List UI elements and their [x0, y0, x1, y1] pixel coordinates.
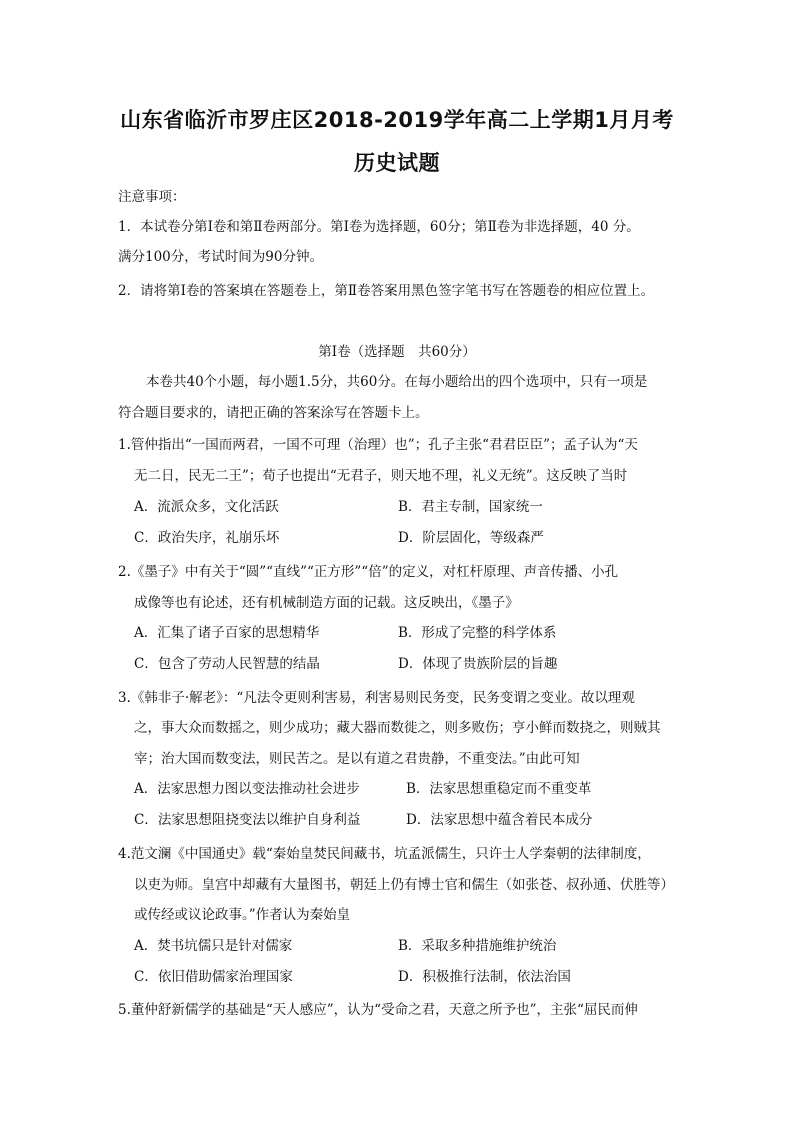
- question-4-option-d[interactable]: D．积极推行法制，依法治国: [398, 969, 571, 985]
- exam-subtitle: 历史试题: [354, 151, 440, 175]
- question-3-line-3: 宰；治大国而数变法，则民苦之。是以有道之君贵静，不重变法。”由此可知: [134, 751, 580, 767]
- question-1-option-b[interactable]: B．君主专制，国家统一: [398, 499, 543, 515]
- question-1-option-a[interactable]: A．流派众多，文化活跃: [134, 499, 279, 515]
- question-2-line-2: 成像等也有论述，还有机械制造方面的记载。这反映出，《墨子》: [134, 595, 519, 611]
- question-1-line-1: 1.管仲指出“一国而两君，一国不可理（治理）也”；孔子主张“君君臣臣”；孟子认为“天: [118, 437, 638, 453]
- question-3-line-1: 3.《韩非子·解老》：“凡法令更则利害易，利害易则民务变，民务变谓之变业。故以理观: [118, 690, 635, 706]
- notes-item-1-line-1: 1．本试卷分第Ⅰ卷和第Ⅱ卷两部分。第Ⅰ卷为选择题，60分；第Ⅱ卷为非选择题，40 分。: [118, 219, 640, 235]
- question-2-line-1: 2.《墨子》中有关于“圆”“直线”“正方形”“倍”的定义，对杠杆原理、声音传播、小孔: [118, 564, 619, 580]
- question-5-line-1: 5.董仲舒新儒学的基础是“天人感应”，认为“受命之君，天意之所予也”，主张“屈民而伸: [118, 1002, 638, 1018]
- section-intro-line-1: 本卷共40个小题，每小题1.5分，共60分。在每小题给出的四个选项中，只有一项是: [146, 374, 648, 390]
- notes-heading: 注意事项：: [118, 189, 186, 205]
- question-2-option-c[interactable]: C．包含了劳动人民智慧的结晶: [134, 656, 320, 672]
- notes-item-2: 2．请将第Ⅰ卷的答案填在答题卷上，第Ⅱ卷答案用黑色签字笔书写在答题卷的相应位置上。: [118, 283, 655, 299]
- question-4-line-1: 4.范文澜《中国通史》载“秦始皇焚民间藏书，坑孟派儒生，只许士人学秦朝的法律制度，: [118, 846, 651, 862]
- question-1-option-c[interactable]: C．政治失序，礼崩乐坏: [134, 530, 280, 546]
- question-2-option-d[interactable]: D．体现了贵族阶层的旨趣: [398, 656, 558, 672]
- exam-title: 山东省临沂市罗庄区2018-2019学年高二上学期1月月考: [120, 108, 674, 132]
- question-3-option-d[interactable]: D．法家思想中蕴含着民本成分: [406, 812, 593, 828]
- question-1-line-2: 无二日，民无二王”；荀子也提出“无君子，则天地不理，礼义无统”。这反映了当时: [134, 468, 628, 484]
- question-4-option-c[interactable]: C．依旧借助儒家治理国家: [134, 969, 293, 985]
- question-4-option-b[interactable]: B．采取多种措施维护统治: [398, 938, 557, 954]
- question-4-line-3: 或传经或议论政事。”作者认为秦始皇: [134, 907, 351, 923]
- notes-item-1-line-2: 满分100分，考试时间为90分钟。: [118, 249, 323, 265]
- question-4-option-a[interactable]: A．焚书坑儒只是针对儒家: [134, 938, 293, 954]
- section-heading: 第Ⅰ卷（选择题 共60分）: [318, 344, 476, 360]
- question-1-option-d[interactable]: D．阶层固化，等级森严: [398, 530, 544, 546]
- question-2-option-a[interactable]: A．汇集了诸子百家的思想精华: [134, 625, 320, 641]
- question-3-option-a[interactable]: A．法家思想力图以变法推动社会进步: [134, 781, 360, 797]
- section-intro-line-2: 符合题目要求的，请把正确的答案涂写在答题卡上。: [118, 405, 429, 421]
- question-3-line-2: 之，事大众而数摇之，则少成功；藏大器而数徙之，则多败伤；亨小鲜而数挠之，则贼其: [134, 720, 661, 736]
- question-3-option-b[interactable]: B．法家思想重稳定而不重变革: [406, 781, 592, 797]
- question-3-option-c[interactable]: C．法家思想阻挠变法以维护自身利益: [134, 812, 361, 828]
- question-4-line-2: 以吏为师。皇宫中却藏有大量图书，朝廷上仍有博士官和儒生（如张苍、叔孙通、伏胜等）: [134, 877, 674, 893]
- question-2-option-b[interactable]: B．形成了完整的科学体系: [398, 625, 557, 641]
